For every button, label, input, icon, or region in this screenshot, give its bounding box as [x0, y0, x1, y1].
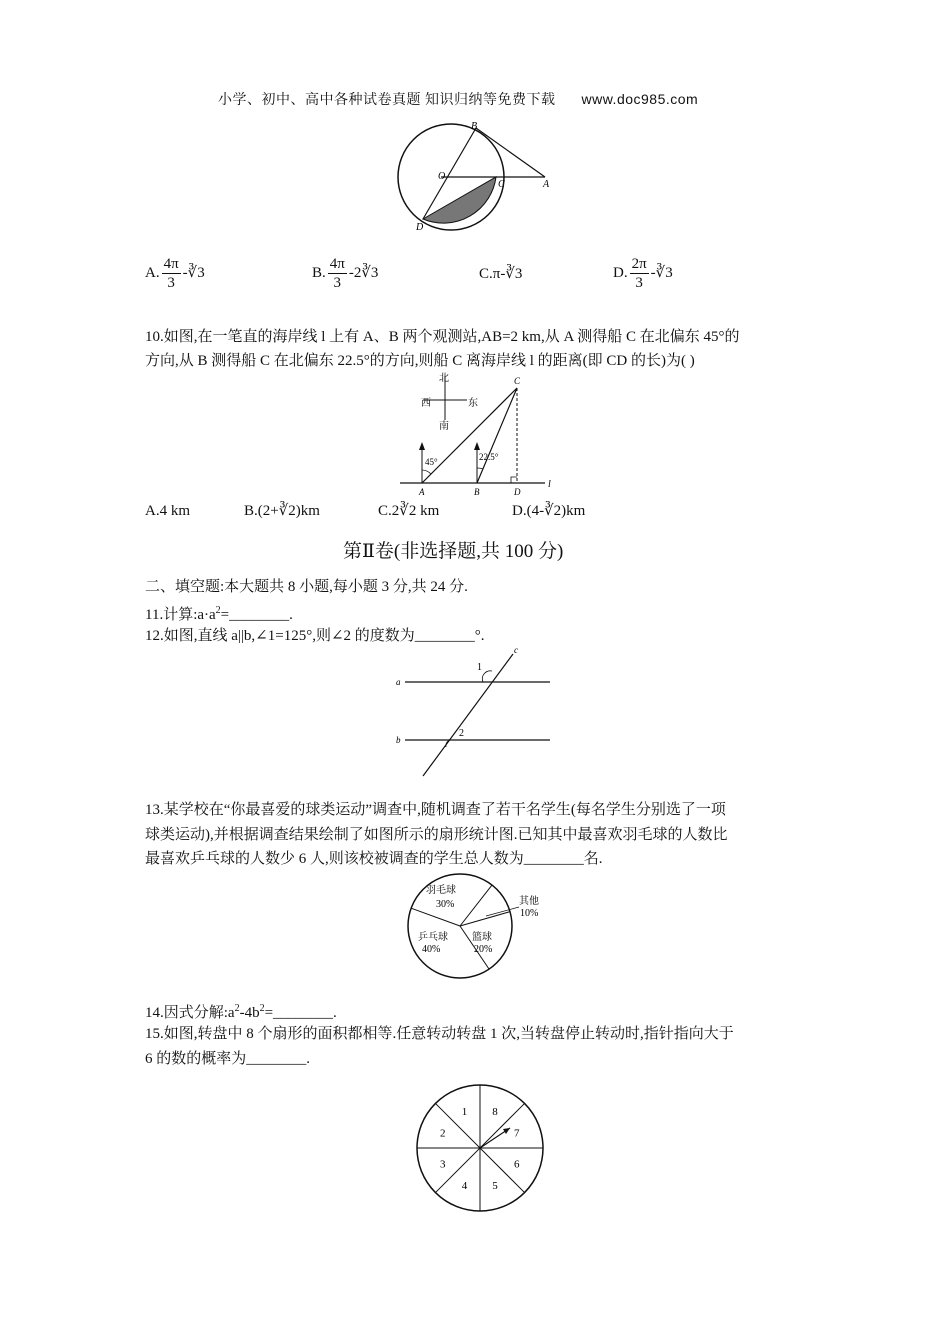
q15-line2: 6 的数的概率为________.	[145, 1051, 311, 1067]
label-D: D	[416, 222, 424, 233]
pie-slice-badminton-boundary	[411, 908, 460, 926]
q10-line2: 方向,从 B 测得船 C 在北偏东 22.5°的方向,则船 C 离海岸线 l 的距离(即 CD 的长)为( )	[145, 353, 695, 369]
label-C: C	[498, 179, 505, 190]
compass-west: 西	[421, 398, 431, 409]
spinner-sector-label: 1	[461, 1106, 468, 1119]
q13-line3: 最喜欢乒乓球的人数少 6 人,则该校被调查的学生总人数为________名.	[145, 851, 603, 867]
q9-circle-figure	[385, 115, 565, 237]
pie-label-basketball: 篮球	[472, 932, 492, 943]
q13-pie-chart	[398, 870, 558, 982]
q10-option-a[interactable]: A.4 km	[145, 503, 190, 519]
label-D: D	[514, 487, 521, 497]
q11: 11.计算$:a\cdot a^2=\_\_\_\_\_\_\_\_$.	[145, 605, 293, 623]
label-c: c	[514, 645, 518, 655]
section2-title: 第Ⅱ卷(非选择题,共 100 分)	[343, 541, 564, 562]
pie-slice-other-boundary	[460, 885, 492, 926]
angle2-label: 2	[459, 728, 464, 739]
header-text: 小学、初中、高中各种试卷真题 知识归纳等免费下载	[218, 93, 556, 108]
spinner-sector-label: 2	[440, 1127, 446, 1140]
pie-label-badminton: 羽毛球	[426, 885, 456, 896]
section2-intro: 二、填空题:本大题共 8 小题,每小题 3 分,共 24 分.	[145, 579, 468, 595]
q14: 14.因式分解$:a^2-4b^2=\_\_\_\_\_\_\_\_$.	[145, 1003, 337, 1021]
spinner-pointer-head	[503, 1128, 510, 1134]
label-B: B	[471, 121, 478, 132]
q13-line2: 球类运动),并根据调查结果绘制了如图所示的扇形统计图.已知其中最喜欢羽毛球的人数比	[145, 827, 728, 843]
q12-text: 12.如图,直线 a||b,∠1=125°,则∠2 的度数为________°.	[145, 628, 485, 644]
q15-line1: 15.如图,转盘中 8 个扇形的面积都相等.任意转动转盘 1 次,当转盘停止转动时,指针指向大于	[145, 1026, 734, 1042]
label-A: A	[419, 487, 425, 497]
q9-option-d[interactable]: D. $\frac{2\pi}{3}$ -∛3	[613, 256, 673, 291]
angle-a-label: 45°	[425, 457, 438, 467]
label-l: l	[548, 479, 551, 490]
header-url[interactable]: www.doc985.com	[581, 91, 699, 107]
pie-value-other: 10%	[520, 908, 539, 919]
q15-spinner	[405, 1084, 555, 1214]
q10-option-d[interactable]: D.(4-∛2)km	[512, 503, 586, 519]
pie-label-other: 其他	[519, 896, 539, 907]
label-A: A	[543, 179, 550, 190]
compass-east: 东	[468, 398, 478, 409]
spinner-sector-label: 3	[440, 1158, 446, 1171]
label-b: b	[396, 735, 401, 745]
angle-b-label: 22.5°	[479, 452, 499, 462]
spinner-sector-label: 4	[461, 1179, 468, 1192]
label-O: O	[438, 171, 446, 182]
q9-option-b[interactable]: B. $\frac{4\pi}{3}$ -2∛3	[312, 256, 379, 291]
pie-value-basketball: 20%	[474, 944, 493, 955]
label-C: C	[514, 376, 521, 386]
q9-option-a[interactable]: A. $\frac{4\pi}{3}$ -∛3	[145, 256, 205, 291]
label-a: a	[396, 677, 401, 687]
pie-label-pingpong: 乒乓球	[418, 932, 448, 943]
angle1-label: 1	[477, 662, 482, 673]
spinner-sector-label: 6	[513, 1158, 520, 1171]
q9-option-c[interactable]: C.π-∛3	[479, 266, 523, 282]
compass-south: 南	[439, 421, 449, 432]
spinner-sector-label: 7	[513, 1127, 520, 1140]
q10-line1: 10.如图,在一笔直的海岸线 l 上有 A、B 两个观测站,AB=2 km,从 A 测得船 C 在北偏东 45°的	[145, 329, 740, 345]
q12-figure	[393, 644, 555, 779]
q10-option-b[interactable]: B.(2+∛2)km	[244, 503, 320, 519]
q10-figure	[395, 370, 570, 498]
q10-option-c[interactable]: C.2∛2 km	[378, 503, 440, 519]
q13-line1: 13.某学校在“你最喜爱的球类运动”调查中,随机调查了若干名学生(每名学生分别选了一项	[145, 802, 726, 818]
pie-value-badminton: 30%	[436, 899, 455, 910]
spinner-sector-label: 5	[492, 1179, 498, 1192]
label-B: B	[474, 487, 480, 497]
pie-slice-basketball-boundary	[460, 912, 510, 926]
compass-north: 北	[439, 373, 449, 384]
page-header	[218, 89, 698, 109]
spinner-sector-label: 8	[492, 1106, 498, 1119]
pie-value-pingpong: 40%	[422, 944, 441, 955]
